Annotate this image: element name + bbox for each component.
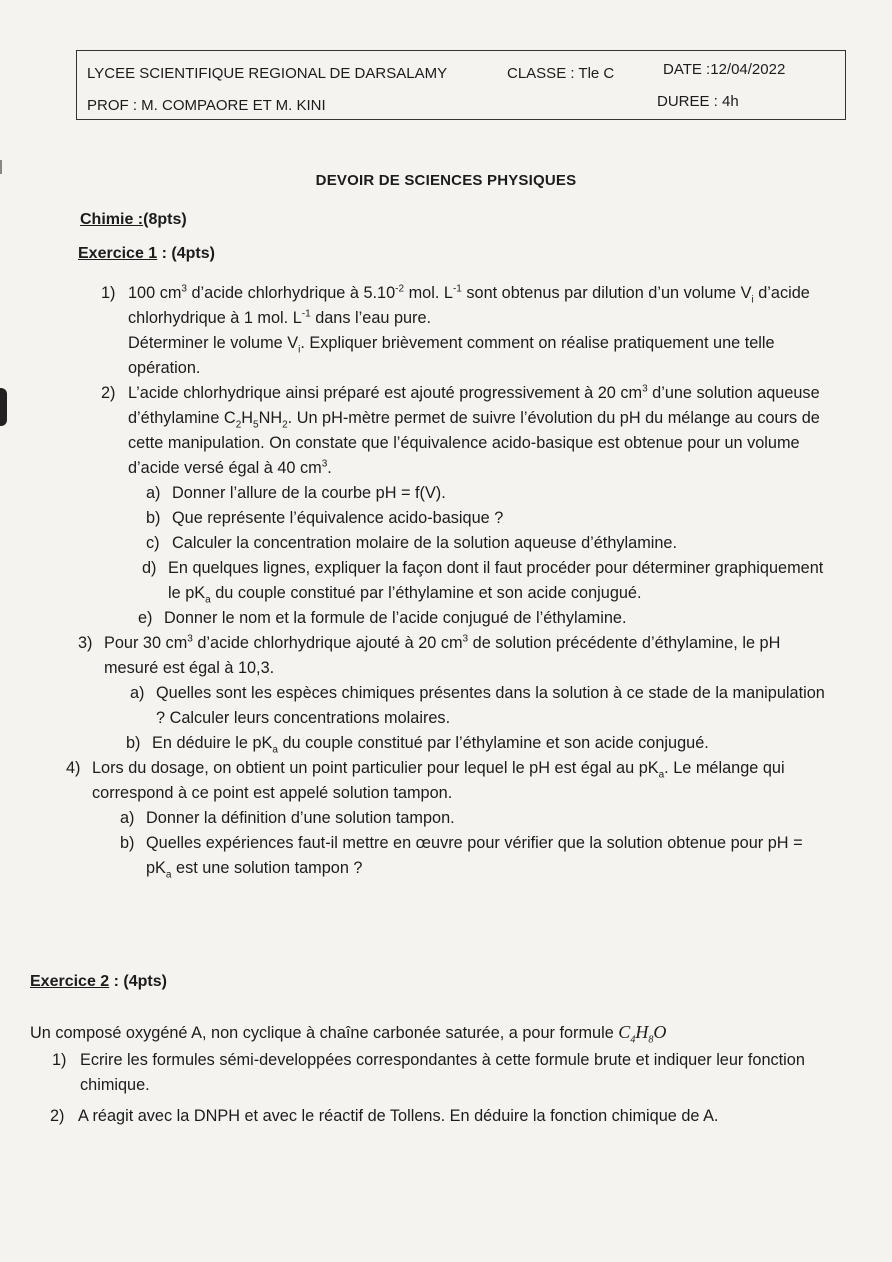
question-number: 2) [101, 384, 116, 402]
question-number: 4) [66, 759, 81, 777]
question-2b: b) Que représente l’équivalence acido-basique ? [146, 509, 504, 527]
header-box [76, 50, 846, 120]
question-2c: c) Calculer la concentration molaire de la solution aqueuse d’éthylamine. [146, 534, 678, 552]
school-name: LYCEE SCIENTIFIQUE REGIONAL DE DARSALAMY [87, 65, 448, 82]
exam-title: DEVOIR DE SCIENCES PHYSIQUES [315, 172, 577, 189]
question-4a: a) Donner la définition d’une solution tampon. [120, 809, 455, 827]
question-2e: e) Donner le nom et la formule de l’acide conjugué de l’éthylamine. [138, 609, 627, 627]
exercise-1-label: Exercice 1 [78, 245, 158, 262]
chimie-heading [80, 211, 187, 229]
chimie-points: (8pts) [143, 211, 187, 228]
exercise-2-body [30, 1020, 850, 1129]
question-3a: a) Quelles sont les espèces chimiques présentes dans la solution à ce stade de la manipulation ? Calculer leurs concentrations molaires. [130, 684, 825, 727]
exercise-2-points: : (4pts) [109, 973, 167, 990]
question-number: 1) [101, 284, 116, 302]
question-text: L’acide chlorhydrique ainsi préparé est ajouté progressivement à 20 $cm^3$ d’une solution aqueuse d’éthylamine $C_2H_5NH_2$. Un pH-mètre permet de suivre l’évolution du pH du mélange au cours de cette manipulation. On constate que l’équivalence acido-basique est obtenue pour un volume d’acide versé égal à 40 $cm^3$. [128, 383, 820, 477]
duration: DUREE : 4h [657, 93, 739, 110]
exam-date: DATE :12/04/2022 [663, 61, 786, 78]
question-text: 100 $cm^3$ d’acide chlorhydrique à $5.10^{-2}$ mol. $L^{-1}$ sont obtenus par dilution d’un volume $V_i$ d’acide chlorhydrique à 1 mol. $L^{-1}$ dans l’eau pure. Déterminer le volume $V_i$. Expliquer brièvement comment on réalise pratiquement une telle opération. [128, 283, 810, 377]
question-number: 3) [78, 634, 93, 652]
class-label: CLASSE : Tle C [507, 65, 615, 82]
exercise-1-points: : (4pts) [157, 245, 215, 262]
exercise-2-intro: Un composé oxygéné A, non cyclique à chaîne carbonée saturée, a pour formule $C_4H_8O$ [30, 1022, 667, 1046]
teachers: PROF : M. COMPAORE ET M. KINI [87, 97, 326, 114]
exercise-2-question-1: 1) Ecrire les formules sémi-developpées correspondantes à cette formule brute et indiquer leur fonction chimique. [52, 1051, 805, 1094]
question-3b: b) En déduire le $pK_a$ du couple constitué par l’éthylamine et son acide conjugué. [126, 734, 709, 756]
question-1 [101, 281, 828, 381]
exercise-2-label: Exercice 2 [30, 973, 110, 990]
question-2a: a) Donner l’allure de la courbe pH = f(V). [146, 484, 446, 502]
question-3: 3) Pour 30 $cm^3$ d’acide chlorhydrique ajouté à 20 $cm^3$ de solution précédente d’éthylamine, le pH mesuré est égal à 10,3. [104, 631, 828, 681]
exercise-2-heading [30, 973, 167, 991]
exercise-2-question-2: 2) A réagit avec la DNPH et avec le réactif de Tollens. En déduire la fonction chimique de A. [50, 1107, 719, 1125]
question-2d: d) En quelques lignes, expliquer la façon dont il faut procéder pour déterminer graphiquement le $pK_a$ du couple constitué par l’éthylamine et son acide conjugué. [142, 559, 824, 606]
question-4b: b) Quelles expériences faut-il mettre en œuvre pour vérifier que la solution obtenue pour pH = $pK_a$ est une solution tampon ? [120, 834, 803, 881]
exercise-1-body [66, 281, 828, 881]
scan-edge-mark [0, 388, 7, 426]
question-4: 4) Lors du dosage, on obtient un point particulier pour lequel le pH est égal au $pK_a$. Le mélange qui correspond à ce point est appelé solution tampon. [92, 756, 828, 806]
question-2 [101, 381, 828, 481]
formula-c4h8o: $C_4H_8O$ [618, 1022, 667, 1046]
exercise-1-heading [78, 245, 215, 263]
chimie-label: Chimie : [80, 211, 144, 228]
